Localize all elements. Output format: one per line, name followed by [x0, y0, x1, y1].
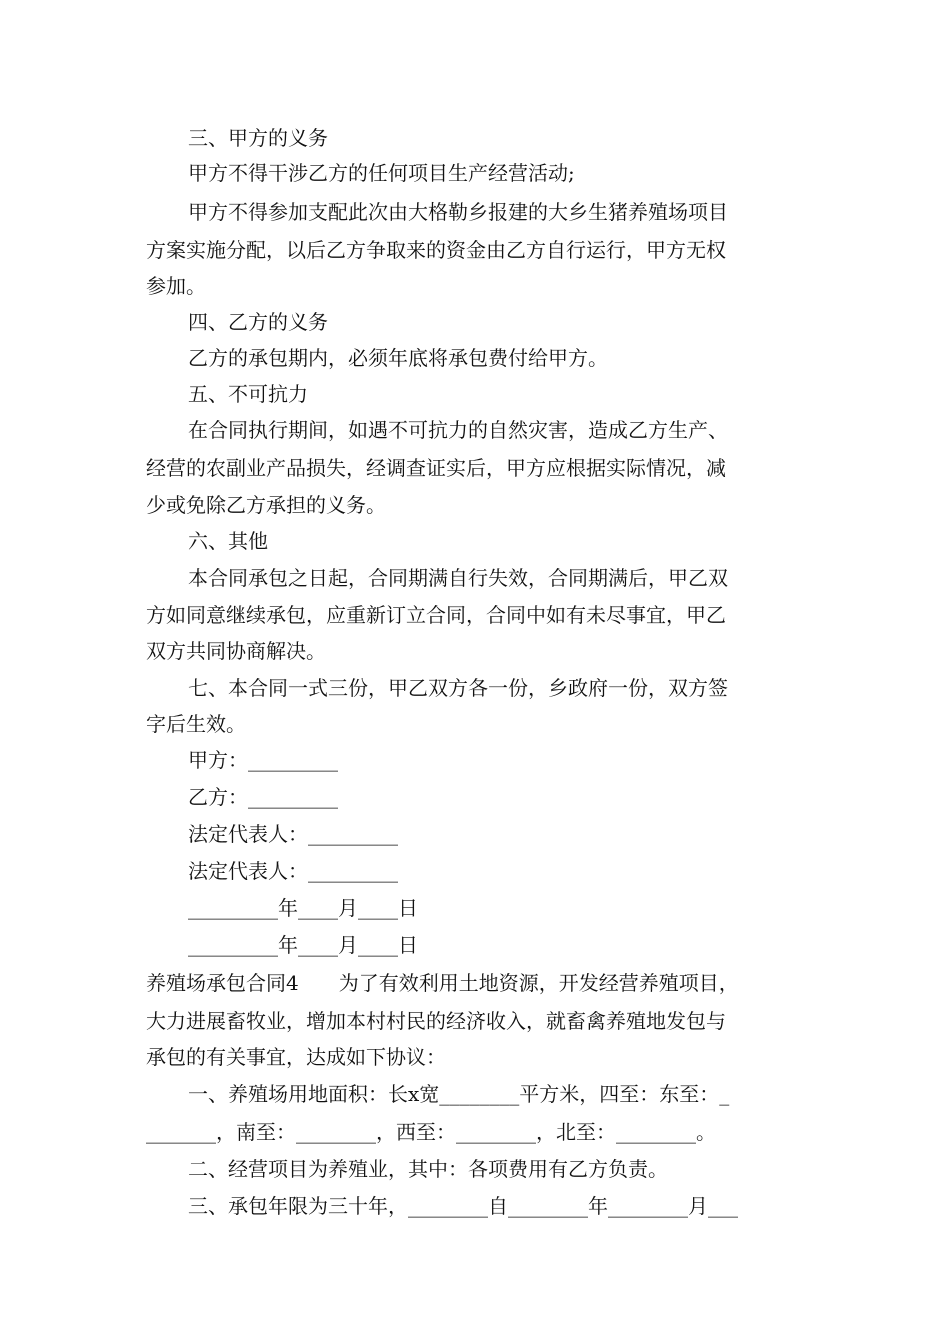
contract-title-line: 养殖场承包合同4 为了有效利用土地资源，开发经营养殖项目，: [146, 971, 739, 995]
text-line: 甲方不得参加支配此次由大格勒乡报建的大乡生猪养殖场项目: [188, 200, 728, 224]
signature-line-legal-rep: 法定代表人：_________: [188, 859, 398, 883]
text-line: 七、本合同一式三份，甲乙双方各一份，乡政府一份，双方签: [188, 676, 728, 700]
signature-line-legal-rep: 法定代表人：_________: [188, 822, 398, 846]
text-line: 三、承包年限为三十年，________自________年________月___: [188, 1194, 738, 1218]
date-line: _________年____月____日: [188, 933, 418, 957]
text-line: 甲方不得干涉乙方的任何项目生产经营活动;: [188, 161, 575, 185]
section-heading: 四、乙方的义务: [188, 310, 328, 334]
signature-line-party-b: 乙方：_________: [188, 785, 338, 809]
text-line: _______，南至：________，西至：________，北至：________。: [146, 1120, 716, 1144]
text-line: 字后生效。: [146, 712, 246, 736]
text-line: 经营的农副业产品损失，经调查证实后，甲方应根据实际情况，减: [146, 456, 726, 480]
section-heading: 六、其他: [188, 529, 268, 553]
text-line: 方案实施分配，以后乙方争取来的资金由乙方自行运行，甲方无权: [146, 238, 726, 262]
text-line: 乙方的承包期内，必须年底将承包费付给甲方。: [188, 346, 608, 370]
text-line: 双方共同协商解决。: [146, 639, 326, 663]
text-line: 一、养殖场用地面积：长x宽________平方米，四至：东至：_: [188, 1082, 730, 1106]
text-line: 大力进展畜牧业，增加本村村民的经济收入，就畜禽养殖地发包与: [146, 1009, 726, 1033]
text-line: 参加。: [146, 274, 206, 298]
date-line: _________年____月____日: [188, 896, 418, 920]
text-line: 方如同意继续承包，应重新订立合同，合同中如有未尽事宜，甲乙: [146, 603, 726, 627]
section-heading: 三、甲方的义务: [188, 126, 328, 150]
section-heading: 五、不可抗力: [188, 382, 308, 406]
text-line: 在合同执行期间，如遇不可抗力的自然灾害，造成乙方生产、: [188, 418, 728, 442]
text-line: 承包的有关事宜，达成如下协议：: [146, 1045, 446, 1069]
signature-line-party-a: 甲方：_________: [188, 748, 338, 772]
text-line: 少或免除乙方承担的义务。: [146, 493, 386, 517]
text-line: 二、经营项目为养殖业，其中：各项费用有乙方负责。: [188, 1157, 668, 1181]
text-line: 本合同承包之日起，合同期满自行失效，合同期满后，甲乙双: [188, 566, 728, 590]
